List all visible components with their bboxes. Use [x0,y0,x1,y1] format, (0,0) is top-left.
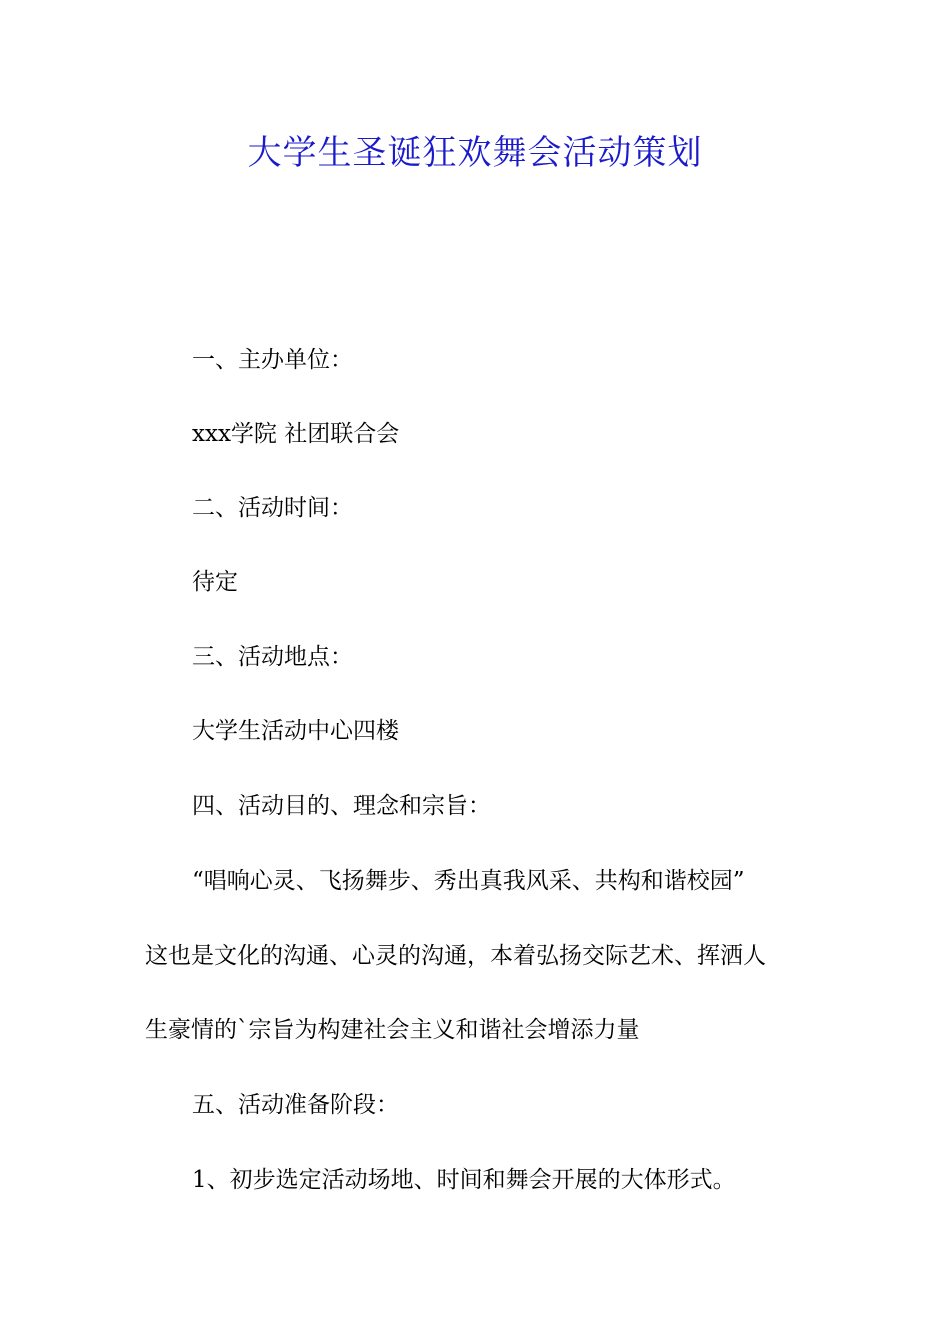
location-text: 大学生活动中心四楼 [192,718,399,744]
section-heading-purpose: 四、活动目的、理念和宗旨： [192,793,491,819]
section-heading-location: 三、活动地点： [192,644,353,670]
time-text: 待定 [192,569,238,595]
section-heading-preparation: 五、活动准备阶段： [192,1092,399,1118]
purpose-text-line-1: 这也是文化的沟通、心灵的沟通，本着弘扬交际艺术、挥洒人 [145,943,766,969]
purpose-text-line-2: 生豪情的`宗旨为构建社会主义和谐社会增添力量 [145,1017,640,1043]
section-heading-organizer: 一、主办单位： [192,347,353,373]
document-title: 大学生圣诞狂欢舞会活动策划 [247,133,703,173]
slogan-text: “唱响心灵、飞扬舞步、秀出真我风采、共构和谐校园” [192,868,745,894]
preparation-item-1: 1、初步选定活动场地、时间和舞会开展的大体形式。 [192,1167,736,1193]
organizer-text: xxx学院 社团联合会 [192,421,400,447]
section-heading-time: 二、活动时间： [192,495,353,521]
